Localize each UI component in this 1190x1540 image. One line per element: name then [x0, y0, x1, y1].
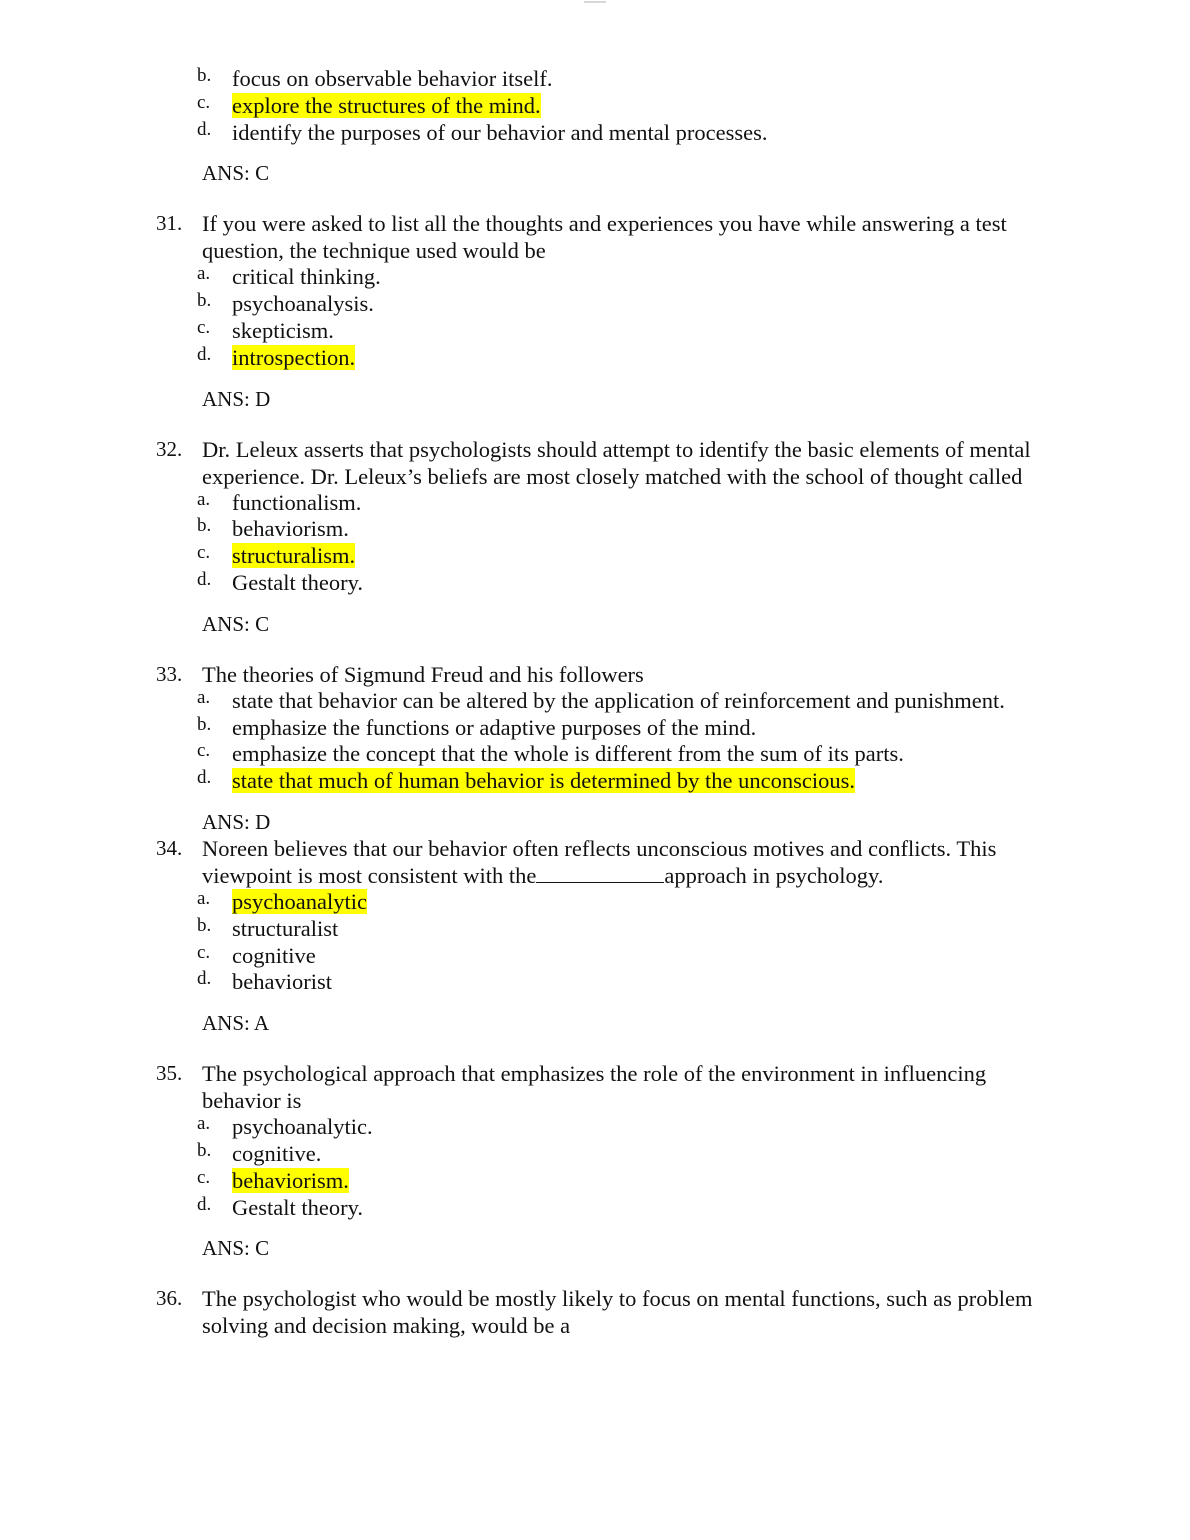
- option-text: state that behavior can be altered by the application of reinforcement and punishment.: [232, 687, 1005, 713]
- option-text: focus on observable behavior itself.: [232, 66, 553, 91]
- option-c: [197, 316, 1070, 345]
- answer-line: ANS: D: [202, 386, 271, 411]
- question-stem: If you were asked to list all the thoughts and experiences you have while answering a test question, the technique used would be: [202, 211, 1007, 264]
- question-stem-part-2: approach in psychology.: [664, 862, 884, 888]
- answer-line: ANS: A: [202, 1011, 270, 1036]
- option-letter: a.: [197, 1113, 211, 1135]
- option-a: [197, 263, 1070, 291]
- question-stem: Dr. Leleux asserts that psychologists should attempt to identify the basic elements of mental experience. Dr. Leleux’s beliefs are most closely matched with the school of thought called: [202, 436, 1031, 489]
- option-letter: c.: [197, 1166, 211, 1188]
- option-c: [197, 91, 1070, 120]
- options-list: [197, 1113, 1070, 1221]
- option-letter: a.: [197, 488, 211, 510]
- option-text: identify the purposes of our behavior and mental processes.: [232, 119, 768, 145]
- question-35: [0, 1060, 1190, 1261]
- option-letter: c.: [197, 91, 211, 113]
- option-a: [197, 1113, 1070, 1141]
- options-list: [197, 65, 1070, 146]
- answer-line: ANS: C: [202, 1236, 270, 1261]
- option-d: [197, 767, 1070, 795]
- question-33: [0, 661, 1190, 835]
- option-text-highlighted: structuralism.: [232, 543, 356, 569]
- question-number: 34.: [156, 835, 183, 860]
- option-b: [197, 290, 1070, 318]
- question-32: [0, 436, 1190, 637]
- option-a: [197, 488, 1070, 517]
- option-text: skepticism.: [232, 317, 334, 343]
- option-letter: b.: [197, 515, 212, 537]
- option-letter: c.: [197, 542, 211, 564]
- answer-line: ANS: D: [202, 809, 271, 834]
- options-list: [197, 887, 1070, 996]
- options-list: [197, 263, 1070, 371]
- option-text: cognitive: [232, 942, 316, 968]
- option-d: [197, 968, 1070, 996]
- option-text: psychoanalysis.: [232, 291, 374, 317]
- option-c: [197, 542, 1070, 570]
- question-number: 33.: [156, 661, 183, 686]
- option-text-highlighted: psychoanalytic: [232, 888, 367, 914]
- option-text-highlighted: state that much of human behavior is determined by the unconscious.: [232, 768, 855, 794]
- option-text: structuralist: [232, 915, 339, 941]
- option-text: behaviorist: [232, 969, 332, 995]
- question-number: 31.: [156, 211, 183, 236]
- option-letter: b.: [197, 65, 212, 86]
- question-stem: The theories of Sigmund Freud and his followers: [202, 661, 644, 687]
- option-text-highlighted: behaviorism.: [232, 1167, 349, 1193]
- option-d: [197, 1193, 1070, 1222]
- document-page: [0, 66, 1190, 1339]
- question-stem: The psychological approach that emphasizes the role of the environment in influencing behavior is: [202, 1061, 987, 1114]
- option-letter: d.: [197, 767, 212, 789]
- question-number: 36.: [156, 1286, 183, 1311]
- answer-line: ANS: C: [202, 161, 270, 186]
- option-text-highlighted: explore the structures of the mind.: [232, 92, 541, 118]
- option-text: Gestalt theory.: [232, 1194, 364, 1220]
- option-d: [197, 568, 1070, 597]
- option-b: [197, 1139, 1070, 1168]
- option-d: [197, 343, 1070, 372]
- option-text: emphasize the functions or adaptive purposes of the mind.: [232, 714, 757, 740]
- option-letter: a.: [197, 263, 211, 285]
- option-letter: b.: [197, 914, 212, 936]
- option-text: emphasize the concept that the whole is different from the sum of its parts.: [232, 741, 904, 767]
- option-letter: d.: [197, 568, 212, 590]
- option-b: [197, 515, 1070, 543]
- fill-in-blank: [536, 864, 664, 883]
- question-stem: The psychologist who would be mostly likely to focus on mental functions, such as problem solving and decision making, would be a: [202, 1286, 1033, 1339]
- option-text: Gestalt theory.: [232, 569, 364, 595]
- option-b: [197, 713, 1070, 742]
- option-d: [197, 118, 1070, 147]
- option-text: cognitive.: [232, 1140, 322, 1166]
- option-letter: c.: [197, 941, 211, 963]
- option-b: [197, 914, 1070, 943]
- option-text: functionalism.: [232, 489, 362, 515]
- option-letter: d.: [197, 118, 212, 140]
- option-letter: c.: [197, 740, 211, 762]
- option-text: behaviorism.: [232, 516, 349, 542]
- option-letter: b.: [197, 1139, 212, 1161]
- option-letter: d.: [197, 343, 212, 365]
- option-a: [197, 686, 1070, 715]
- answer-line: ANS: C: [202, 611, 270, 636]
- option-text-highlighted: introspection.: [232, 344, 356, 370]
- option-letter: d.: [197, 968, 212, 990]
- option-letter: b.: [197, 290, 212, 312]
- options-list: [197, 686, 1070, 795]
- option-letter: a.: [197, 887, 211, 909]
- option-letter: a.: [197, 686, 211, 708]
- option-letter: c.: [197, 316, 211, 338]
- option-a: [197, 887, 1070, 916]
- option-letter: d.: [197, 1193, 212, 1215]
- question-30: [0, 66, 1190, 186]
- option-text: critical thinking.: [232, 264, 381, 290]
- option-text: psychoanalytic.: [232, 1114, 373, 1140]
- option-c: [197, 1166, 1070, 1195]
- question-36: [0, 1285, 1190, 1339]
- question-31: [0, 210, 1190, 411]
- question-number: 35.: [156, 1061, 183, 1086]
- page-header-mark: [584, 1, 606, 3]
- option-b: [197, 65, 1070, 93]
- option-c: [197, 740, 1070, 768]
- question-34: [0, 835, 1190, 1036]
- option-letter: b.: [197, 713, 212, 735]
- question-number: 32.: [156, 436, 183, 461]
- options-list: [197, 488, 1070, 597]
- option-c: [197, 941, 1070, 970]
- question-stem: [202, 835, 1070, 889]
- question-stem-part-1: Noreen believes that our behavior often reflects unconscious motives and conflicts. This viewpoint is most consistent with the: [202, 835, 997, 888]
